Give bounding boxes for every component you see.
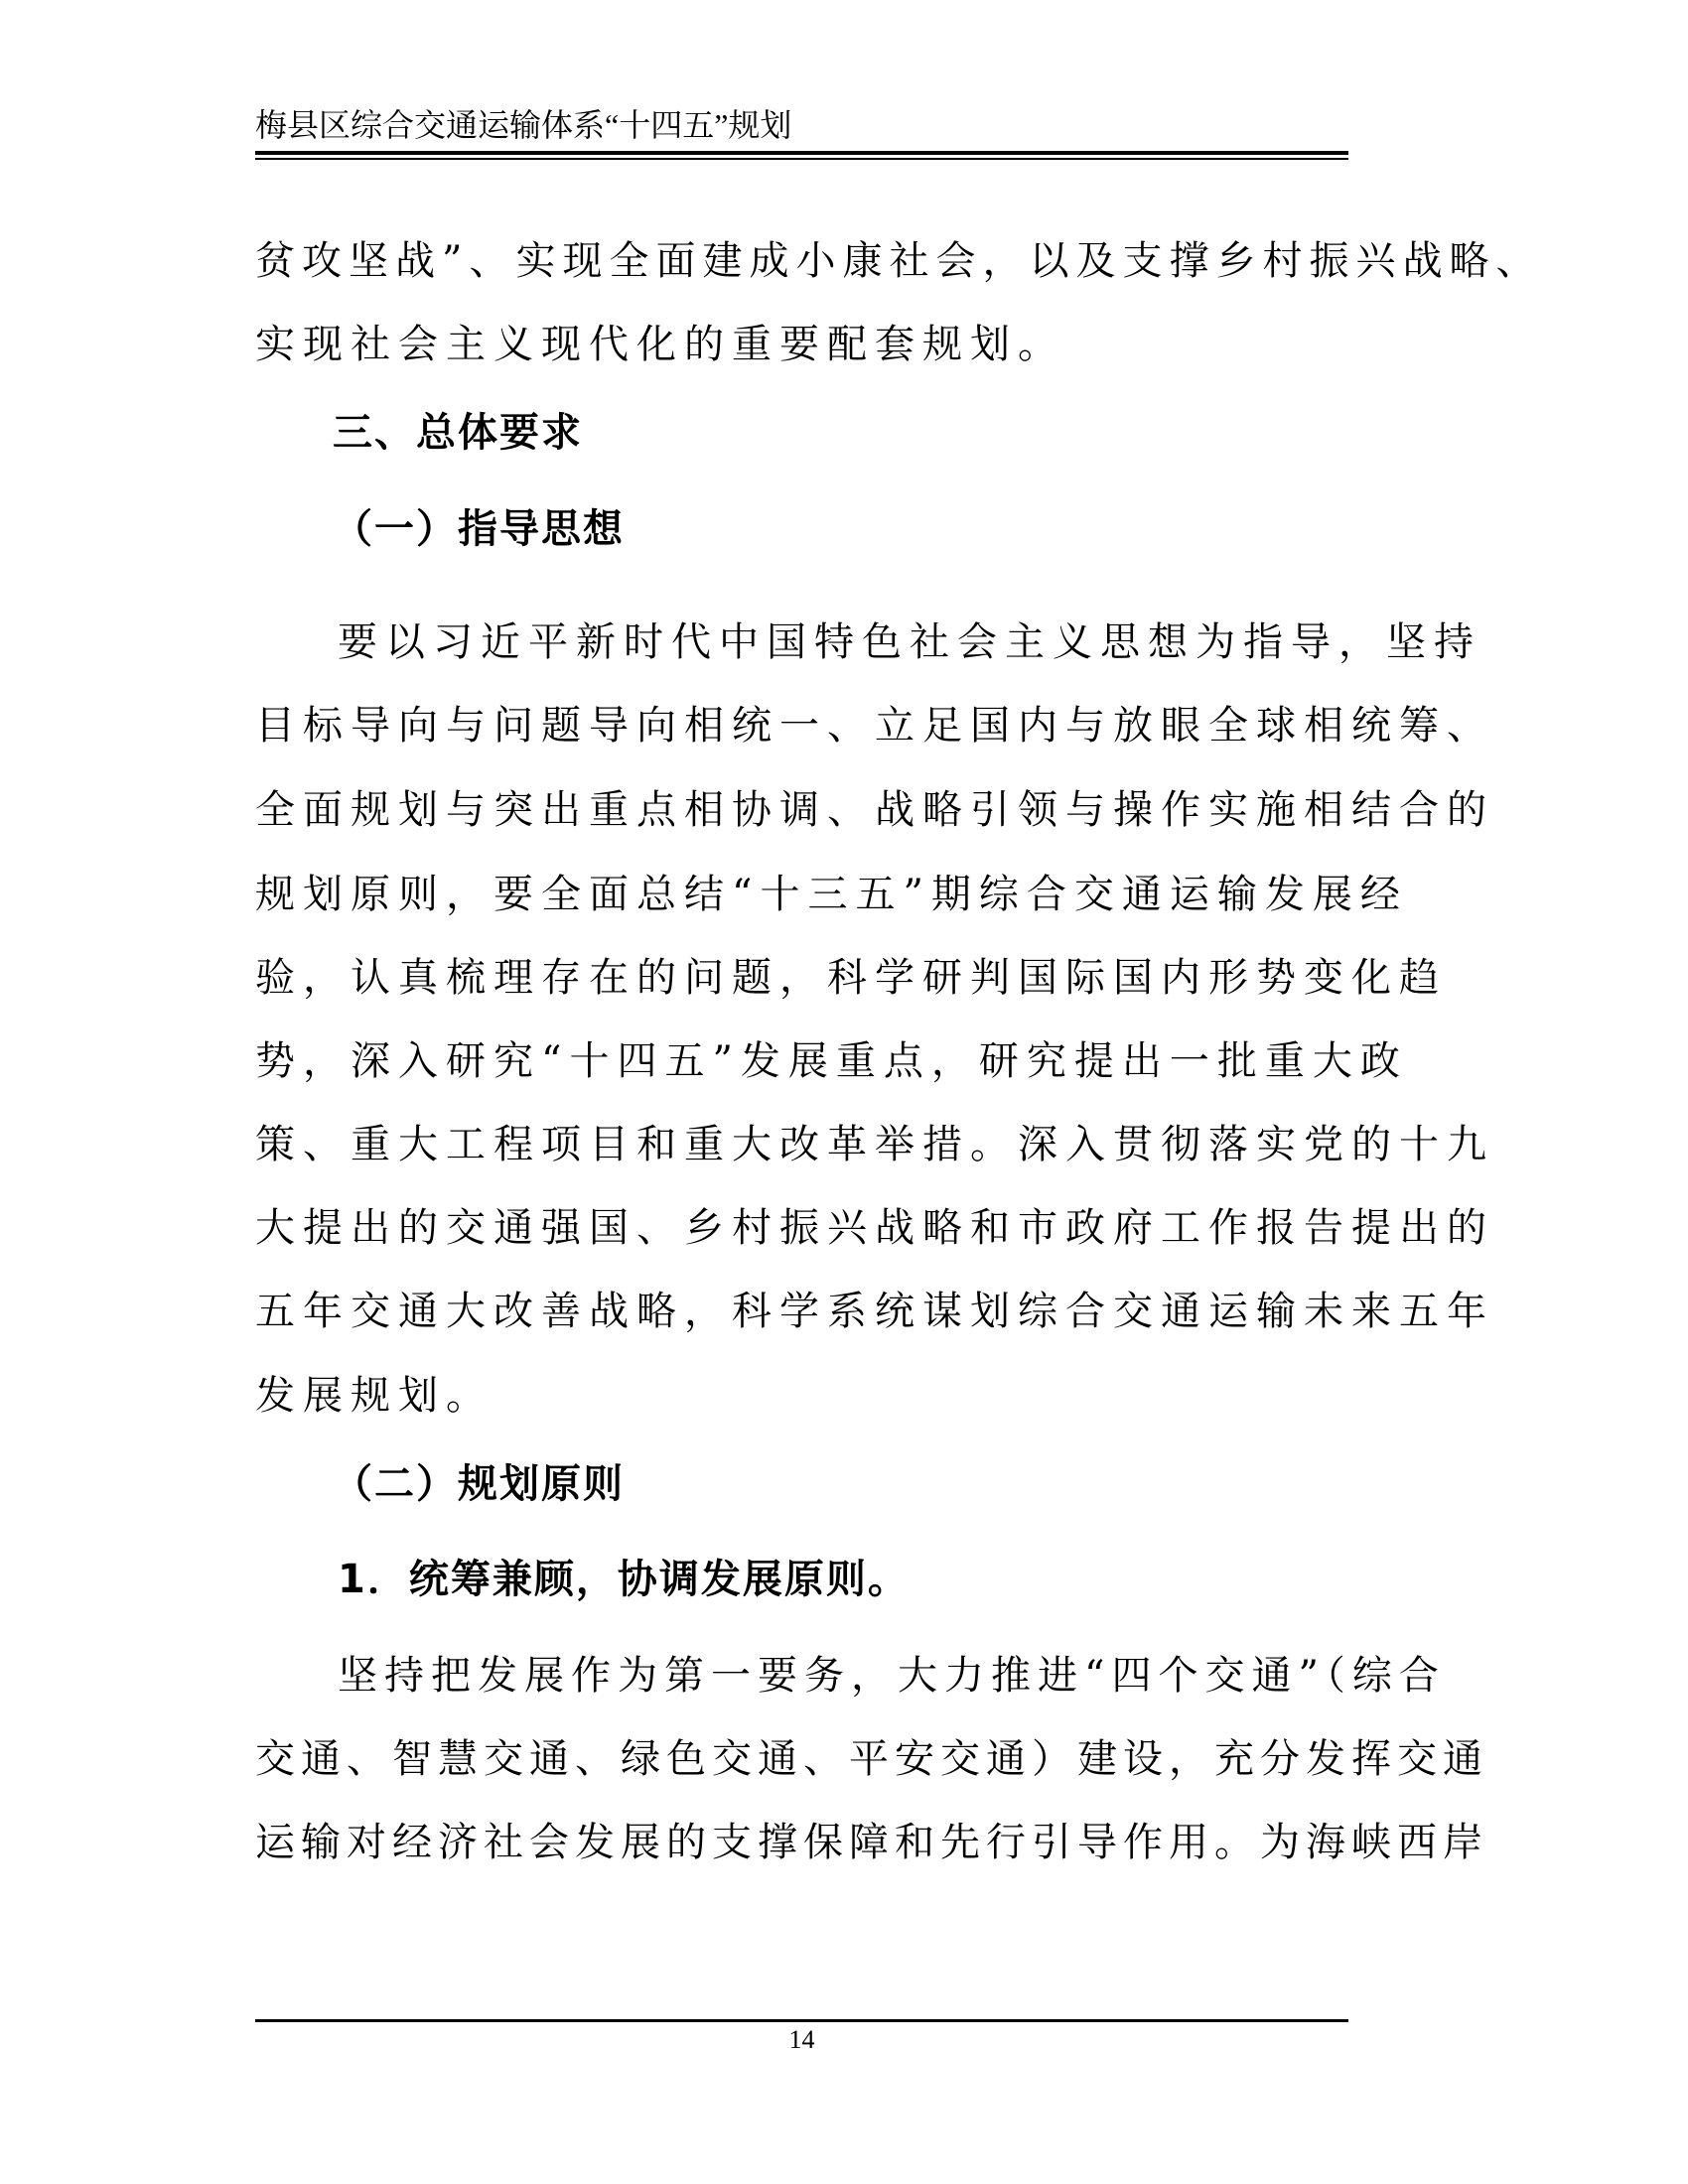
paragraph-principle-1-line-2: 交通、智慧交通、绿色交通、平安交通）建设，充分发挥交通 [255, 1736, 1488, 1782]
subsection-heading-guiding-ideology: （一）指导思想 [333, 506, 625, 552]
paragraph-guiding-ideology-line-6: 势，深入研究“十四五”发展重点，研究提出一批重大政 [255, 1038, 1408, 1084]
paragraph-guiding-ideology-line-10: 发展规划。 [255, 1373, 493, 1419]
paragraph-principle-1-line-3: 运输对经济社会发展的支撑保障和先行引导作用。为海峡西岸 [255, 1820, 1488, 1865]
paragraph-guiding-ideology-line-4: 规划原则，要全面总结“十三五”期综合交通运输发展经 [255, 872, 1408, 917]
paragraph-guiding-ideology-line-1: 要以习近平新时代中国特色社会主义思想为指导，坚持 [338, 619, 1481, 665]
paragraph-guiding-ideology-line-3: 全面规划与突出重点相协调、战略引领与操作实施相结合的 [255, 787, 1494, 833]
paragraph-guiding-ideology-line-8: 大提出的交通强国、乡村振兴战略和市政府工作报告提出的 [255, 1205, 1494, 1251]
paragraph-guiding-ideology-line-5: 验，认真梳理存在的问题，科学研判国际国内形势变化趋 [255, 955, 1447, 1001]
header-rule-thick [255, 151, 1348, 155]
subsection-heading-planning-principles: （二）规划原则 [333, 1461, 625, 1507]
paragraph-continuation-line-2: 实现社会主义现代化的重要配套规划。 [255, 322, 1065, 367]
footer-rule [255, 2019, 1348, 2022]
header-rule-thin [255, 158, 1348, 160]
paragraph-continuation-line-1: 贫攻坚战”、实现全面建成小康社会，以及支撑乡村振兴战略、 [255, 238, 1543, 284]
running-header-title: 梅县区综合交通运输体系“十四五”规划 [255, 107, 792, 143]
section-heading-overall-requirements: 三、总体要求 [333, 410, 583, 456]
paragraph-guiding-ideology-line-2: 目标导向与问题导向相统一、立足国内与放眼全球相统筹、 [255, 703, 1494, 749]
paragraph-guiding-ideology-line-7: 策、重大工程项目和重大改革举措。深入贯彻落实党的十九 [255, 1122, 1494, 1167]
page-number: 14 [788, 2025, 815, 2054]
paragraph-principle-1-line-1: 坚持把发展作为第一要务，大力推进“四个交通”（综合 [338, 1653, 1446, 1699]
principle-heading-1: 1．统筹兼顾，协调发展原则。 [338, 1557, 910, 1602]
paragraph-guiding-ideology-line-9: 五年交通大改善战略，科学系统谋划综合交通运输未来五年 [255, 1289, 1494, 1334]
